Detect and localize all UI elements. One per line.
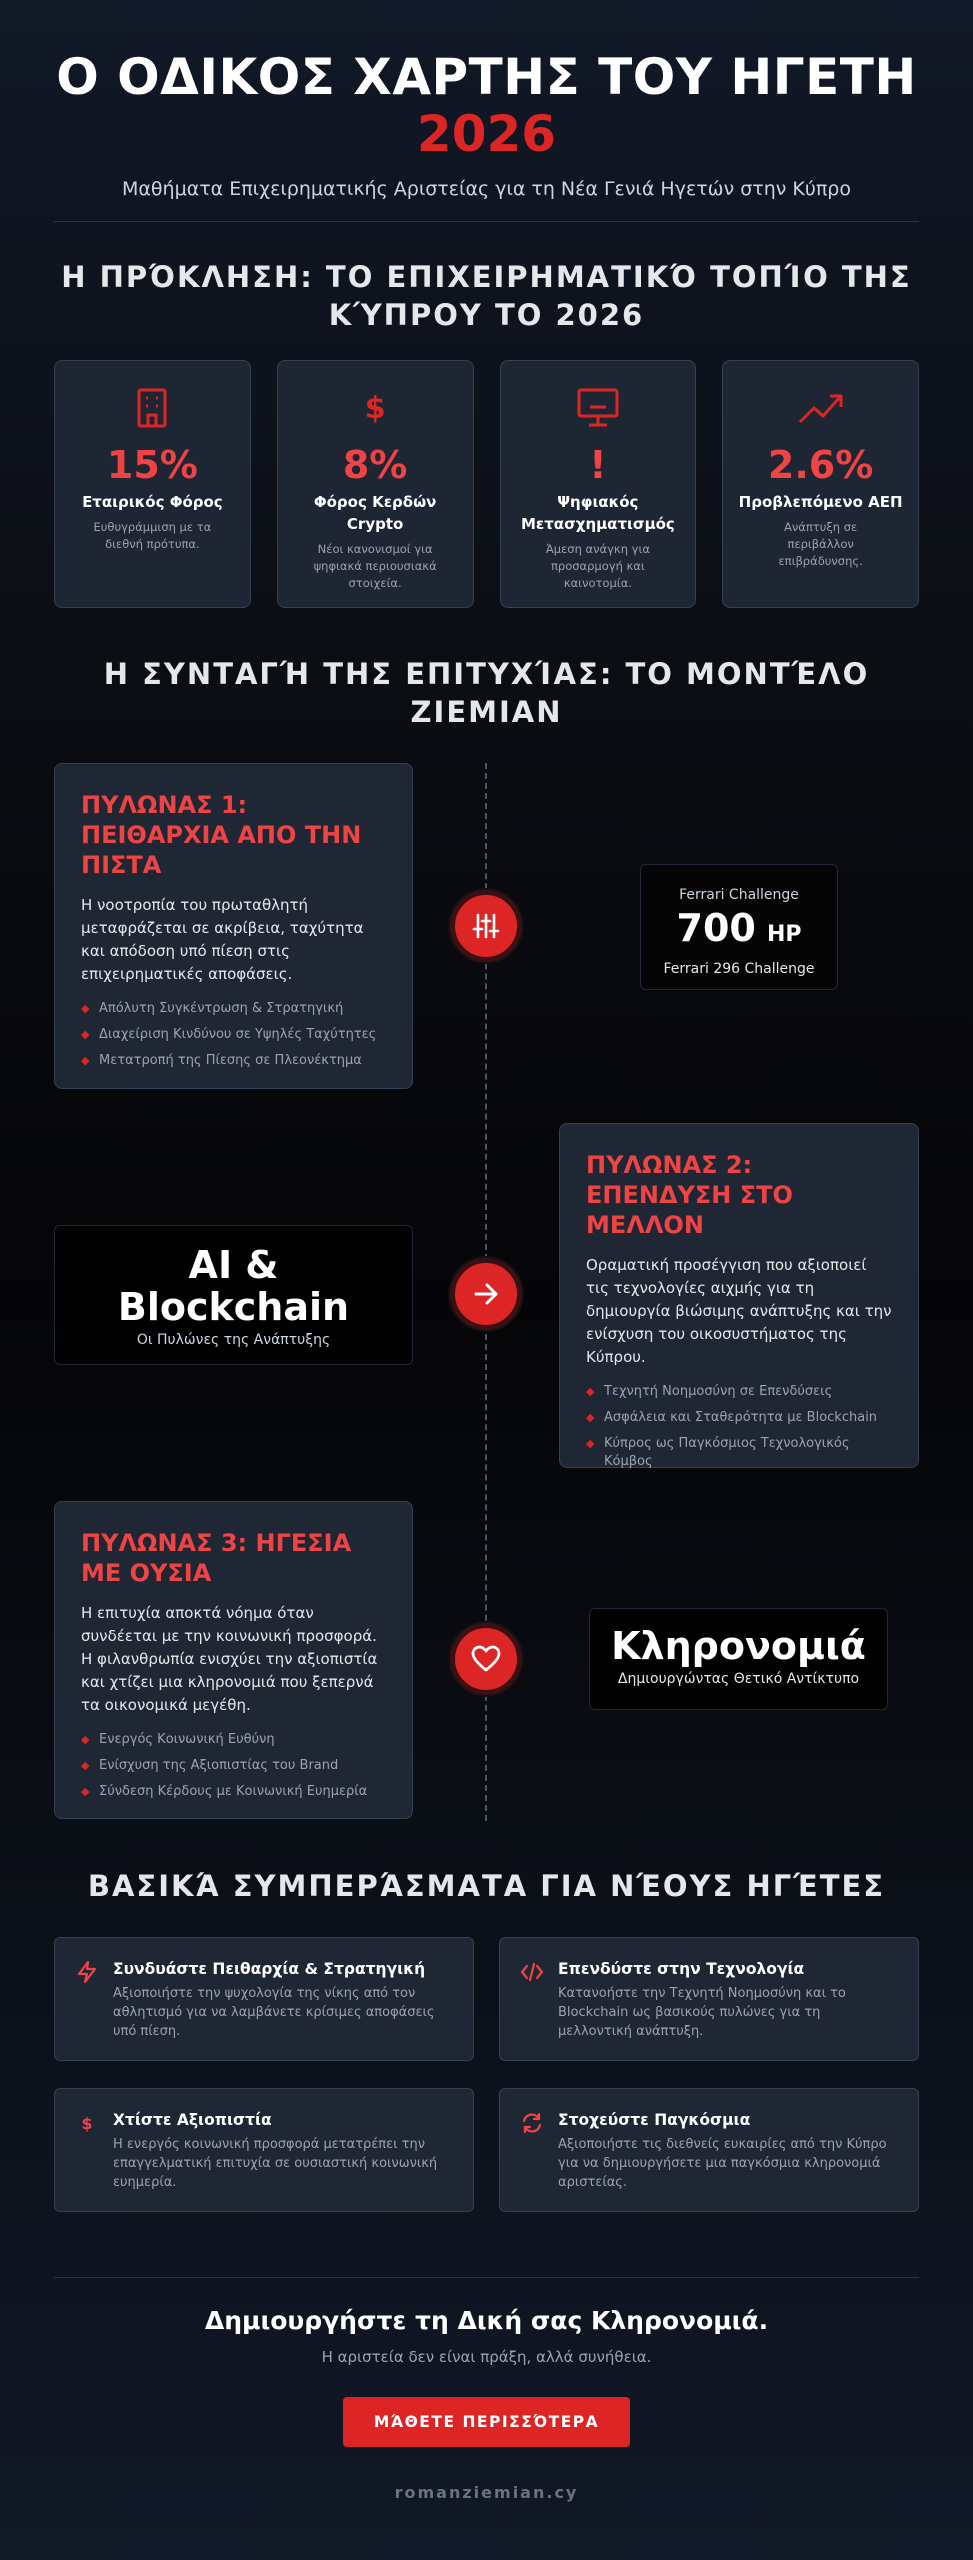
stat-card-crypto-tax [277,360,474,608]
takeaway-title: Χτίστε Αξιοπιστία [113,2111,272,2129]
challenge-section-title [54,258,919,334]
timeline-node-1 [450,890,522,962]
cta-subtitle: Η αριστεία δεν είναι πράξη, αλλά συνήθεια. [321,2348,652,2366]
stat-value: ! [589,443,607,487]
heart-icon [471,1645,501,1673]
feature-caption: Δημιουργώντας Θετικό Αντίκτυπο [617,1671,860,1687]
feature-word: Κληρονομιά [611,1624,866,1668]
main-subtitle: Μαθήματα Επιχειρηματικής Αριστείας για τη Νέα Γενιά Ηγετών στην Κύπρο [122,178,851,200]
list-item: ◆ Ενίσχυση της Αξιοπιστίας του Brand [81,1757,386,1775]
list-item: ◆ Ασφάλεια και Σταθερότητα με Blockchain [586,1409,892,1427]
recipe-section-title [54,655,919,731]
main-title-year: 2026 [416,105,557,163]
pillar-text: Η νοοτροπία του πρωταθλητή μεταφράζεται σε ακρίβεια, ταχύτητα και απόδοση υπό πίεση στις επιχειρηματικές αποφάσεις. [81,896,364,983]
feature-hp-value: 700 [676,906,756,950]
takeaway-title: Στοχεύστε Παγκόσμια [558,2111,751,2129]
list-item: ◆ Κύπρος ως Παγκόσμιος Τεχνολογικός Κόμβος [586,1435,892,1471]
stat-value: 15% [106,443,198,487]
takeaway-card-discipline [54,1937,474,2061]
recipe-title-line-2: ZIEMIAN [410,695,563,729]
takeaway-card-global [499,2088,919,2212]
stat-label: Εταιρικός Φόρος [82,493,223,511]
stat-label: Προβλεπόμενο ΑΕΠ [738,493,903,511]
stat-card-digital-transformation [500,360,697,608]
trend-up-icon [723,383,918,433]
challenge-title-line-2: ΚΎΠΡΟΥ ΤΟ 2026 [328,298,645,332]
list-item: ◆ Διαχείριση Κινδύνου σε Υψηλές Ταχύτητες [81,1026,386,1044]
pillar-card-2 [559,1123,919,1468]
list-item: ◆ Απόλυτη Συγκέντρωση & Στρατηγική [81,1000,386,1018]
timeline-node-2 [450,1258,522,1330]
pillar-list [81,1000,386,1070]
takeaway-card-technology [499,1937,919,2061]
pillar-title: ΠΥΛΩΝΑΣ 1: ΠΕΙΘΑΡΧΙΑ ΑΠΟ ΤΗΝ ΠΙΣΤΑ [81,791,362,879]
takeaway-description: Η ενεργός κοινωνική προσφορά μετατρέπει την επαγγελματική επιτυχία σε ουσιαστική κοινωνική ευημερία. [113,2137,438,2190]
arrow-right-icon [471,1279,501,1309]
pillar-list [81,1731,386,1801]
main-title: Ο ΟΔΙΚΟΣ ΧΑΡΤΗΣ ΤΟΥ ΗΓΕΤΗ [56,48,917,106]
pillar-card-3 [54,1501,413,1819]
learn-more-button[interactable]: ΜΆΘΕΤΕ ΠΕΡΙΣΣΌΤΕΡΑ [343,2397,630,2447]
stat-label: Φόρος Κερδών Crypto [313,493,437,533]
stat-value: 2.6% [767,443,874,487]
stat-label: Ψηφιακός Μετασχηματισμός [520,493,675,533]
refresh-icon [520,2111,544,2135]
feature-hp [641,907,837,957]
takeaway-title: Επενδύστε στην Τεχνολογία [558,1960,805,1978]
stat-description: Ανάπτυξη σε περιβάλλον επιβράδυνσης. [778,520,863,568]
timeline-node-3 [450,1623,522,1695]
feature-ferrari [640,864,838,990]
code-icon [520,1960,544,1984]
pillar-text: Η επιτυχία αποκτά νόημα όταν συνδέεται με την κοινωνική προσφορά. Η φιλανθρωπία ενισχύει την αξιοπιστία και χτίζει μια κληρονομιά που ξεπερνά τα οικονομικά μεγέθη. [81,1604,378,1714]
site-link[interactable]: romanziemian.cy [394,2483,579,2502]
monitor-icon [501,383,696,433]
takeaway-description: Κατανοήστε την Τεχνητή Νοημοσύνη και το Blockchain ως βασικούς πυλώνες για τη μελλοντική ανάπτυξη. [558,1986,846,2039]
challenge-title-line-1: Η ΠΡΌΚΛΗΣΗ: ΤΟ ΕΠΙΧΕΙΡΗΜΑΤΙΚΌ ΤΟΠΊΟ ΤΗΣ [61,260,912,294]
list-item: ◆ Μετατροπή της Πίεσης σε Πλεονέκτημα [81,1052,386,1070]
feature-line-2: Blockchain [117,1285,350,1329]
feature-hp-unit: HP [766,922,802,947]
takeaway-description: Αξιοποιήστε την ψυχολογία της νίκης από τον αθλητισμό για να λαμβάνετε κρίσιμες αποφάσεις υπό πίεση. [113,1986,435,2039]
header [0,48,973,200]
stat-description: Άμεση ανάγκη για προσαρμογή και καινοτομία. [545,542,650,590]
takeaway-card-credibility [54,2088,474,2212]
cta-title: Δημιουργήστε τη Δική σας Κληρονομιά. [204,2306,769,2335]
dollar-icon: $ [81,2113,93,2133]
feature-caption: Οι Πυλώνες της Ανάπτυξης [136,1332,331,1348]
pillar-text: Οραματική προσέγγιση που αξιοποιεί τις τεχνολογίες αιχμής για τη δημιουργία βιώσιμης ανάπτυξης και την ενίσχυση του οικοσυστήματος της Κύπρου. [586,1256,892,1366]
takeaways-section-title: ΒΑΣΙΚΆ ΣΥΜΠΕΡΆΣΜΑΤΑ ΓΙΑ ΝΈΟΥΣ ΗΓΈΤΕΣ [87,1869,886,1903]
pillar-title: ΠΥΛΩΝΑΣ 3: ΗΓΕΣΙΑ ΜΕ ΟΥΣΙΑ [81,1529,352,1587]
recipe-title-line-1: Η ΣΥΝΤΑΓΉ ΤΗΣ ΕΠΙΤΥΧΊΑΣ: ΤΟ ΜΟΝΤΈΛΟ [103,657,870,691]
feature-ai-blockchain [54,1225,413,1365]
list-item: ◆ Σύνδεση Κέρδους με Κοινωνική Ευημερία [81,1783,386,1801]
sliders-icon [471,911,501,941]
stat-description: Ευθυγράμμιση με τα διεθνή πρότυπα. [93,520,212,551]
building-icon [55,383,250,433]
feature-legacy [589,1608,888,1710]
list-item: ◆ Ενεργός Κοινωνική Ευθύνη [81,1731,386,1749]
list-item: ◆ Τεχνητή Νοημοσύνη σε Επενδύσεις [586,1383,892,1401]
takeaway-title: Συνδυάστε Πειθαρχία & Στρατηγική [113,1960,426,1978]
feature-bottom-label: Ferrari 296 Challenge [663,961,815,977]
bolt-icon [75,1960,99,1984]
dollar-icon: $ [364,390,386,426]
stats-row [54,360,919,608]
header-divider [54,221,919,222]
stat-card-gdp [722,360,919,608]
stat-card-corporate-tax [54,360,251,608]
pillar-card-1 [54,763,413,1089]
takeaway-description: Αξιοποιήστε τις διεθνείς ευκαιρίες από την Κύπρο για να δημιουργήσετε μια παγκόσμια κληρονομιά αριστείας. [558,2137,887,2190]
pillar-list [586,1383,892,1471]
feature-top-label: Ferrari Challenge [679,887,799,903]
stat-description: Νέοι κανονισμοί για ψηφιακά περιουσιακά στοιχεία. [313,542,437,590]
stat-value: 8% [342,443,408,487]
pillar-title: ΠΥΛΩΝΑΣ 2: ΕΠΕΝΔΥΣΗ ΣΤΟ ΜΕΛΛΟΝ [586,1151,793,1239]
feature-line-1: AI & [188,1243,279,1287]
footer-divider [54,2277,919,2278]
